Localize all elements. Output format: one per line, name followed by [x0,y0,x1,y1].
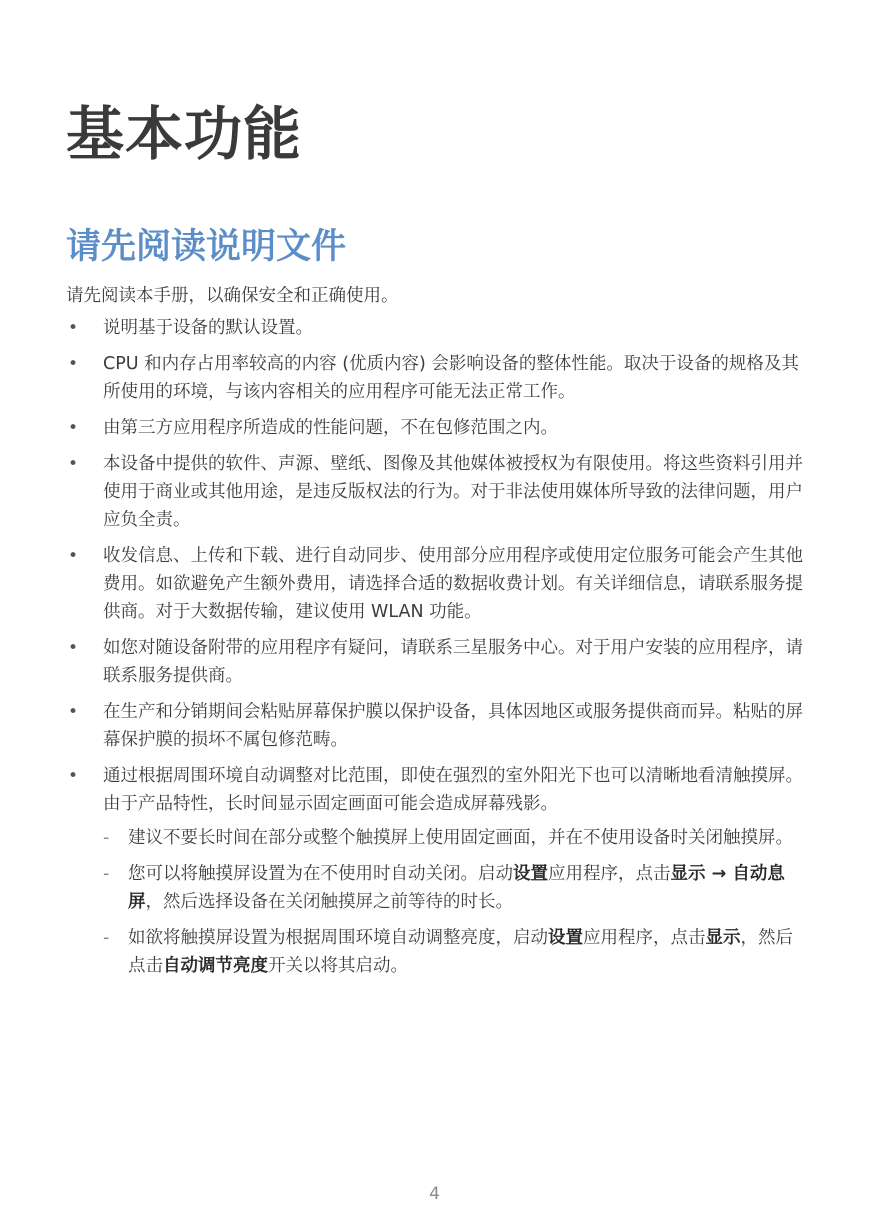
arrow-icon: → [705,864,733,884]
bullet-icon: • [68,702,79,722]
bullet-icon: • [68,638,79,658]
list-item [66,762,806,980]
sub-item-text: 如欲将触摸屏设置为根据周围环境自动调整亮度，启动设置应用程序，点击显示，然后点击自动调节亮度开关以将其启动。 [128,928,793,976]
list-item-text: CPU 和内存占用率较高的内容 (优质内容) 会影响设备的整体性能。取决于设备的规格及其所使用的环境，与该内容相关的应用程序可能无法正常工作。 [103,354,799,402]
list-item [66,542,806,626]
bullet-icon: • [68,318,79,338]
bullet-icon: • [68,454,79,474]
list-item [66,450,806,534]
section-title: 请先阅读说明文件 [66,227,347,267]
bullet-icon: • [68,418,79,438]
list-item-text: 在生产和分销期间会粘贴屏幕保护膜以保护设备，具体因地区或服务提供商而异。粘贴的屏幕保护膜的损坏不属包修范畴。 [103,702,803,750]
sub-item-text: 建议不要长时间在部分或整个触摸屏上使用固定画面，并在不使用设备时关闭触摸屏。 [128,828,793,848]
list-item-text: 收发信息、上传和下载、进行自动同步、使用部分应用程序或使用定位服务可能会产生其他费用。如欲避免产生额外费用，请选择合适的数据收费计划。有关详细信息，请联系服务提供商。对于大数据传输，建议使用 WLAN 功能。 [103,546,803,622]
display-menu-name: 显示 [670,864,706,884]
list-item [66,634,806,690]
intro-paragraph: 请先阅读本手册，以确保安全和正确使用。 [66,286,399,306]
page-title: 基本功能 [66,100,303,168]
list-item [66,698,806,754]
dash-icon: - [103,864,110,884]
bullet-icon: • [68,546,79,566]
sub-list-item [103,860,806,916]
list-item-text: 如您对随设备附带的应用程序有疑问，请联系三星服务中心。对于用户安装的应用程序，请联系服务提供商。 [103,638,803,686]
list-item [66,314,806,342]
bullet-icon: • [68,354,79,374]
settings-app-name: 设置 [548,928,583,948]
screen-tips-list [103,824,806,980]
adaptive-brightness-option: 自动调节亮度 [163,956,268,976]
list-item-text: 通过根据周围环境自动调整对比范围，即使在强烈的室外阳光下也可以清晰地看清触摸屏。由于产品特性，长时间显示固定画面可能会造成屏幕残影。 [103,766,803,814]
display-menu-name: 显示 [705,928,741,948]
sub-list-item [103,824,806,852]
dash-icon: - [103,928,110,948]
list-item-text: 说明基于设备的默认设置。 [103,318,313,338]
settings-app-name: 设置 [513,864,548,884]
sub-item-text: 您可以将触摸屏设置为在不使用时自动关闭。启动设置应用程序，点击显示 → 自动息屏，然后选择设备在关闭触摸屏之前等待的时长。 [128,864,785,912]
bullet-icon: • [68,766,79,786]
list-item-text: 由第三方应用程序所造成的性能问题，不在包修范围之内。 [103,418,558,438]
dash-icon: - [103,828,110,848]
notes-list [66,314,806,988]
sub-list-item [103,924,806,980]
list-item [66,414,806,442]
page-number: 4 [429,1184,440,1204]
list-item [66,350,806,406]
list-item-text: 本设备中提供的软件、声源、壁纸、图像及其他媒体被授权为有限使用。将这些资料引用并使用于商业或其他用途，是违反版权法的行为。对于非法使用媒体所导致的法律问题，用户应负全责。 [103,454,803,530]
screen-timeout-option: 自动息屏 [128,864,785,912]
